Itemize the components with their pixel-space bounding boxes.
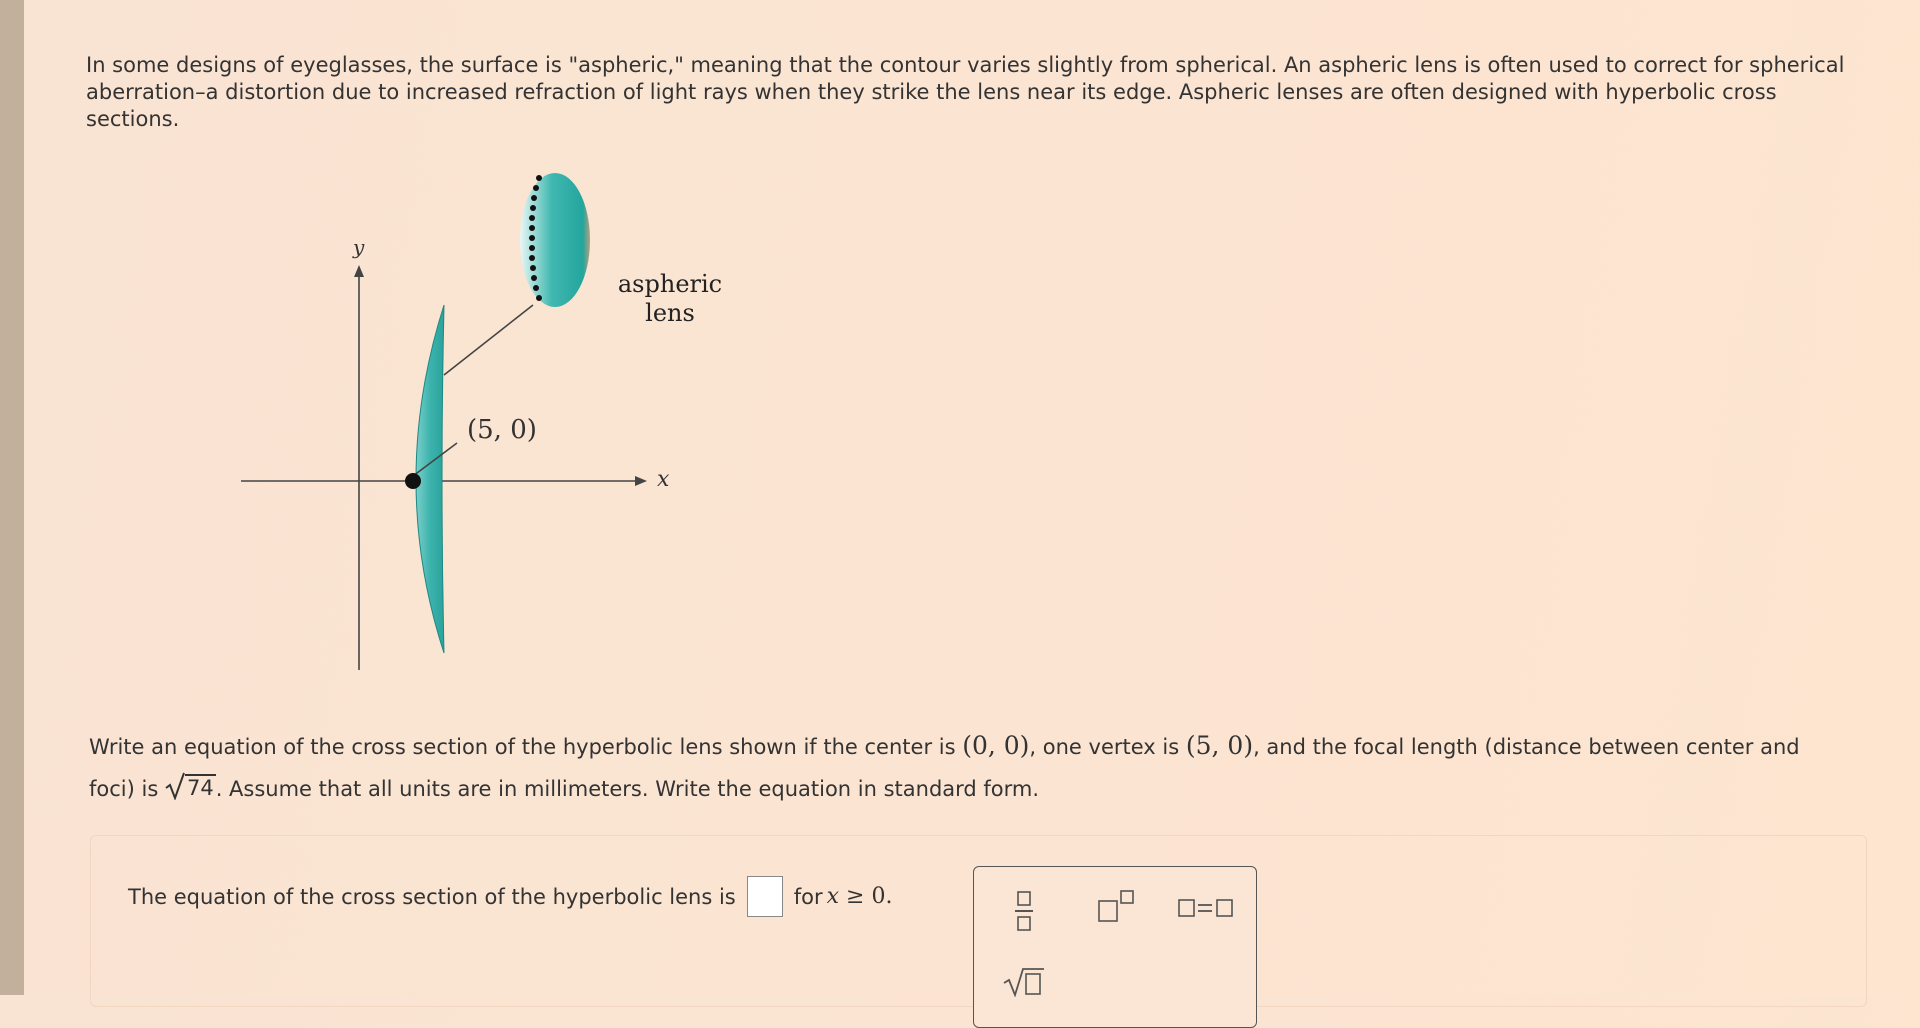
vertex-point-label: (5, 0) — [467, 415, 537, 445]
aspheric-lens-figure — [235, 165, 755, 675]
lens-label-line2: lens — [645, 299, 695, 327]
y-axis-arrow — [354, 265, 364, 277]
aspheric-lens-label — [615, 270, 725, 328]
equals-tool-icon[interactable] — [1177, 897, 1235, 919]
answer-input-box[interactable] — [747, 876, 783, 917]
question-part1: Write an equation of the cross section of the hyperbolic lens shown if the center is — [89, 735, 963, 759]
vertex-point — [405, 473, 421, 489]
intro-paragraph: In some designs of eyeglasses, the surface is "aspheric," meaning that the contour varies slightly from spherical. An aspheric lens is often used to correct for spherical aberration–a distortion due to increased refraction of light rays when they strike the lens near its edge. Aspheric lenses are often designed with hyperbolic cross sections. — [86, 53, 1845, 131]
y-axis-label: y — [353, 235, 365, 259]
vertex-value: (5, 0) — [1185, 731, 1254, 760]
lens-label-line1: aspheric — [617, 270, 723, 298]
focal-radicand: 74 — [186, 776, 214, 800]
condition-variable: x — [826, 884, 840, 909]
math-toolbox — [973, 866, 1257, 1028]
left-edge-bar — [0, 0, 24, 995]
answer-suffix-for: for — [793, 884, 823, 909]
superscript-tool-icon[interactable] — [1097, 889, 1137, 923]
sqrt-sign-icon — [165, 772, 185, 800]
answer-condition — [827, 884, 893, 909]
x-axis-arrow — [635, 476, 647, 486]
x-axis-label: x — [657, 467, 670, 492]
answer-line — [128, 876, 892, 917]
focal-length-radical — [165, 772, 216, 800]
lens-leader-line — [444, 305, 533, 375]
question-text — [89, 725, 1849, 810]
question-part4: . Assume that all units are in millimeters. Write the equation in standard form. — [215, 777, 1040, 801]
condition-relation: ≥ 0. — [846, 884, 893, 909]
center-value: (0, 0) — [962, 731, 1030, 760]
answer-prefix: The equation of the cross section of the hyperbolic lens is — [128, 884, 736, 909]
question-part3: , and the focal length (distance between center and foci) is — [89, 735, 1800, 801]
fraction-tool-icon[interactable] — [1012, 889, 1036, 933]
sqrt-tool-icon[interactable] — [1002, 965, 1046, 997]
question-part2: , one vertex is — [1029, 735, 1186, 759]
